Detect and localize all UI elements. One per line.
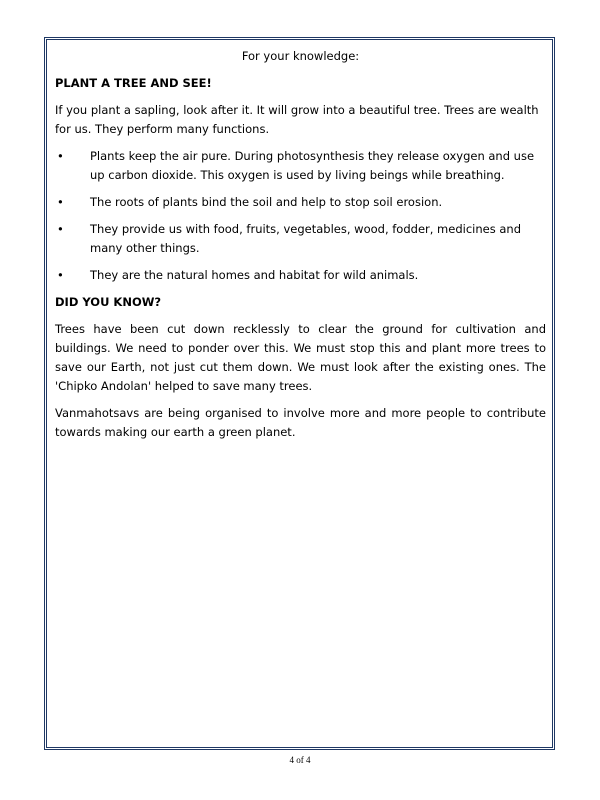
bullet-icon: • <box>57 222 64 236</box>
page-number: 4 of 4 <box>289 755 311 765</box>
document-body <box>55 47 546 450</box>
bullet-item <box>55 266 546 285</box>
did-you-know-paragraph-2: Vanmahotsavs are being organised to involve more and more people to contribute towards making our earth a green planet. <box>55 406 546 439</box>
top-heading: For your knowledge: <box>241 49 360 63</box>
bullet-text: The roots of plants bind the soil and help to stop soil erosion. <box>90 195 443 209</box>
functions-bullet-list <box>55 147 546 285</box>
section-title-plant-a-tree: PLANT A TREE AND SEE! <box>55 76 212 90</box>
bullet-icon: • <box>57 149 64 163</box>
bullet-item <box>55 147 546 185</box>
did-you-know-paragraph-1: Trees have been cut down recklessly to clear the ground for cultivation and buildings. We need to ponder over this. We must stop this and plant more trees to save our Earth, not just cut them down. We must look after the existing ones. The 'Chipko Andolan' helped to save many trees. <box>55 322 546 393</box>
bullet-text: They provide us with food, fruits, vegetables, wood, fodder, medicines and many other things. <box>90 222 521 255</box>
bullet-icon: • <box>57 268 64 282</box>
bullet-icon: • <box>57 195 64 209</box>
section-intro-paragraph: If you plant a sapling, look after it. It will grow into a beautiful tree. Trees are wealth for us. They perform many functions. <box>55 103 539 136</box>
bullet-item <box>55 193 546 212</box>
bullet-text: They are the natural homes and habitat for wild animals. <box>90 268 419 282</box>
bullet-text: Plants keep the air pure. During photosynthesis they release oxygen and use up carbon dioxide. This oxygen is used by living beings while breathing. <box>90 149 535 182</box>
section-title-did-you-know: DID YOU KNOW? <box>55 295 162 309</box>
bullet-item <box>55 220 546 258</box>
